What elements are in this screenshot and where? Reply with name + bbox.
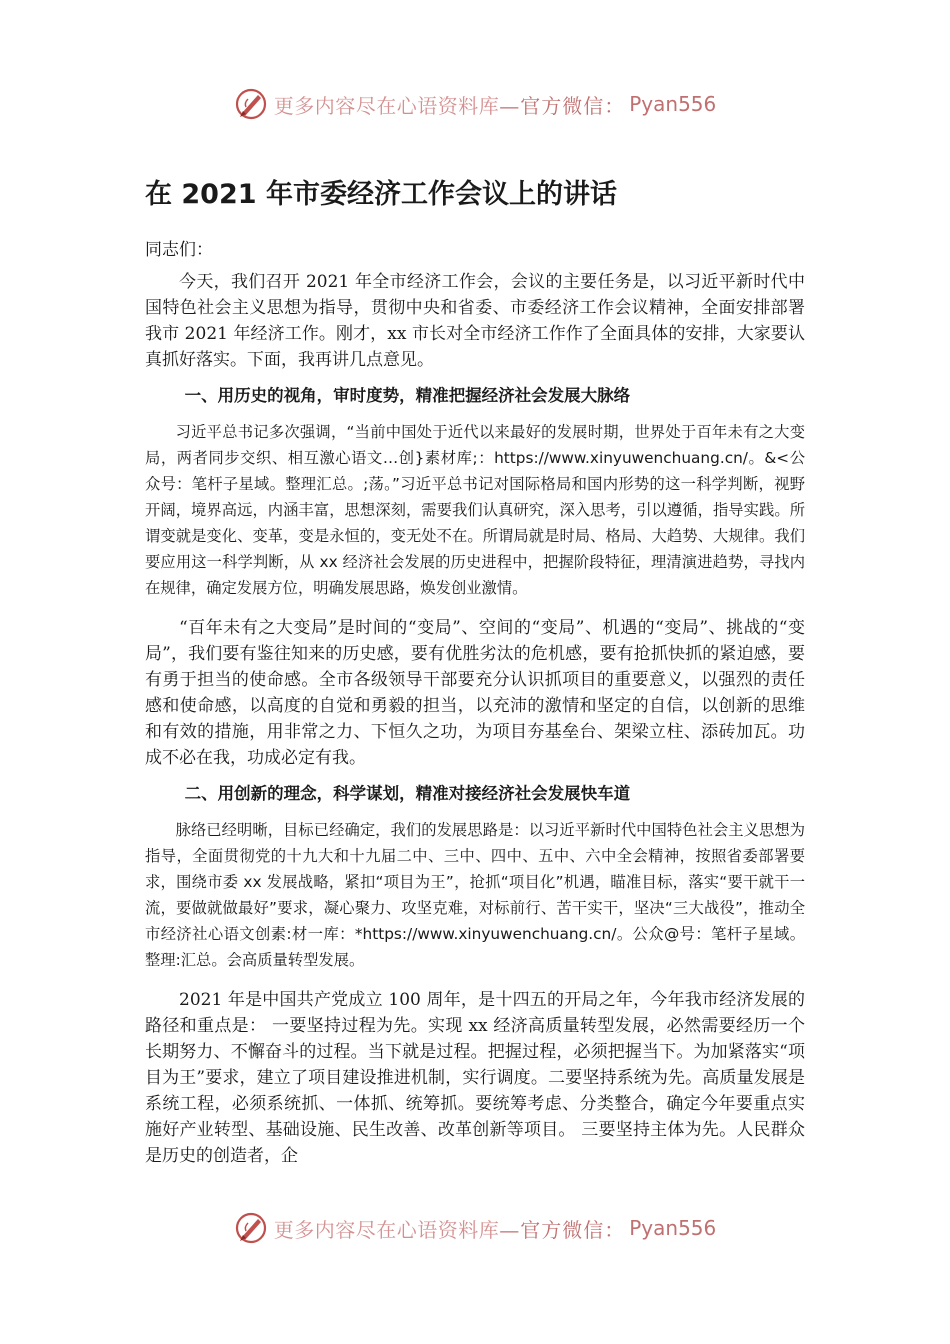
banner-wechat-id: Pyan556 xyxy=(629,92,717,116)
page-title: 在 2021 年市委经济工作会议上的讲话 xyxy=(145,179,617,210)
section-2-paragraph-2: 2021 年是中国共产党成立 100 周年，是十四五的开局之年，今年我市经济发展的路径和重点是： 一要坚持过程为先。实现 xx 经济高质量转型发展，必然需要经历一个长期努力、不懈奋斗的过程。当下就是过程。把握过程，必须把握当下。为加紧落实“项目为王”要求，建立了项目建设推进机制，实行调度。二要坚持系统为先。高质量发展是系统工程，必须系统抓、一体抓、统筹抓。要统筹考虑、分类整合，确定今年要重点实施好产业转型、基础设施、民生改善、改革创新等项目。 三要坚持主体为先。人民群众是历史的创造者，企 xyxy=(145,990,805,1166)
pen-logo-icon xyxy=(234,1211,268,1245)
section-2-heading: 二、用创新的理念，科学谋划，精准对接经济社会发展快车道 xyxy=(184,784,631,803)
greeting: 同志们： xyxy=(145,240,213,260)
banner-sub-text: —官方微信： xyxy=(499,1217,626,1242)
document-body xyxy=(145,175,805,1179)
section-1-heading: 一、用历史的视角，审时度势，精准把握经济社会发展大脉络 xyxy=(184,386,631,405)
header-banner xyxy=(0,86,950,122)
footer-banner xyxy=(0,1210,950,1246)
banner-wechat-id: Pyan556 xyxy=(629,1216,717,1240)
intro-paragraph: 今天，我们召开 2021 年全市经济工作会，会议的主要任务是，以习近平新时代中国特色社会主义思想为指导，贯彻中央和省委、市委经济工作会议精神，全面安排部署我市 2021 年经济工作。刚才，xx 市长对全市经济工作作了全面具体的安排，大家要认真抓好落实。下面，我再讲几点意见。 xyxy=(145,272,805,370)
section-1-paragraph-2: “百年未有之大变局”是时间的“变局”、空间的“变局”、机遇的“变局”、挑战的“变局”，我们要有鉴往知来的历史感，要有优胜劣汰的危机感，要有抢抓快抓的紧迫感，要有勇于担当的使命感。全市各级领导干部要充分认识抓项目的重要意义，以强烈的责任感和使命感，以高度的自觉和勇毅的担当，以充沛的激情和坚定的自信，以创新的思维和有效的措施，用非常之力、下恒久之功，为项目夯基垒台、架梁立柱、添砖加瓦。功成不必在我，功成必定有我。 xyxy=(145,618,805,768)
pen-logo-icon xyxy=(234,87,268,121)
banner-sub-text: —官方微信： xyxy=(499,93,626,118)
section-2-paragraph-1: 脉络已经明晰，目标已经确定，我们的发展思路是：以习近平新时代中国特色社会主义思想为指导，全面贯彻党的十九大和十九届二中、三中、四中、五中、六中全会精神，按照省委部署要求，围绕市委 xx 发展战略，紧扣“项目为王”，抢抓“项目化”机遇，瞄准目标，落实“要干就干一流，要做就做最好”要求，凝心聚力、攻坚克难，对标前行、苦干实干，坚决“三大战役”，推动全市经济社心语文创素:材一库：*https://www.xinyuwenchuang.cn/。公众@号：笔杆子星域。整理:汇总。会高质量转型发展。 xyxy=(145,821,805,969)
banner-main-text: 更多内容尽在心语资料库 xyxy=(273,93,500,118)
section-1-paragraph-1: 习近平总书记多次强调，“当前中国处于近代以来最好的发展时期，世界处于百年未有之大变局，两者同步交织、相互激心语文…创}素材库;：https://www.xinyuwenchuang.cn/。&<公众号：笔杆子星域。整理汇总。;荡。”习近平总书记对国际格局和国内形势的这一科学判断，视野开阔，境界高远，内涵丰富，思想深刻，需要我们认真研究，深入思考，引以遵循，指导实践。所谓变就是变化、变革，变是永恒的，变无处不在。所谓局就是时局、格局、大趋势、大规律。我们要应用这一科学判断，从 xx 经济社会发展的历史进程中，把握阶段特征，理清演进趋势，寻找内在规律，确定发展方位，明确发展思路，焕发创业激情。 xyxy=(145,423,805,597)
banner-main-text: 更多内容尽在心语资料库 xyxy=(273,1217,500,1242)
